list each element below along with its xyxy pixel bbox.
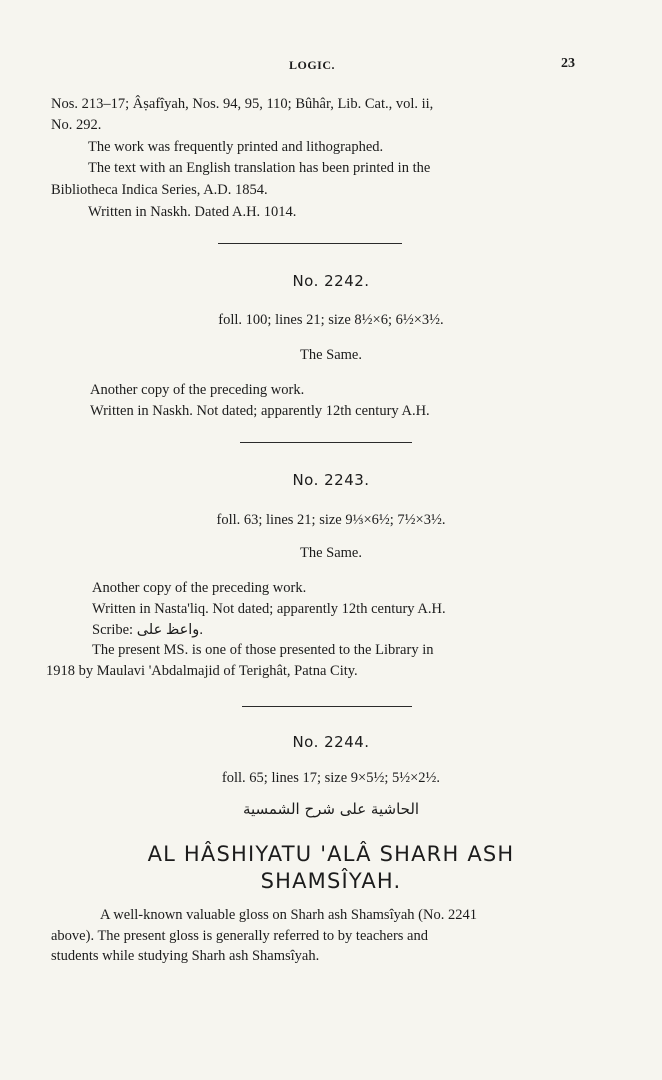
entry-line: Scribe: واعظ علی. bbox=[92, 622, 203, 638]
entry-line: Written in Nasta'liq. Not dated; apparently 12th century A.H. bbox=[92, 601, 446, 617]
page-number: 23 bbox=[561, 56, 575, 71]
running-head bbox=[0, 58, 662, 78]
running-head-title: LOGIC. bbox=[289, 58, 336, 72]
top-line: The work was frequently printed and lithographed. bbox=[88, 139, 384, 155]
entry-title: The Same. bbox=[299, 545, 362, 561]
entry-line: The present MS. is one of those presented to the Library in bbox=[92, 642, 434, 658]
top-line: Nos. 213–17; Âṣafîyah, Nos. 94, 95, 110; Bûhâr, Lib. Cat., vol. ii, bbox=[51, 96, 434, 112]
top-line: Bibliotheca Indica Series, A.D. 1854. bbox=[51, 182, 268, 198]
entry-number: No. 2244. bbox=[292, 733, 370, 751]
entry-specs: foll. 65; lines 17; size 9×5½; 5½×2½. bbox=[221, 770, 441, 786]
entry-line: Written in Naskh. Not dated; apparently 12th century A.H. bbox=[90, 403, 430, 419]
top-line: No. 292. bbox=[51, 117, 102, 133]
entry-line: Another copy of the preceding work. bbox=[90, 382, 305, 398]
top-line: The text with an English translation has been printed in the bbox=[88, 160, 431, 176]
section-rule bbox=[242, 706, 412, 707]
arabic-title: الحاشية على شرح الشمسية bbox=[242, 800, 420, 818]
entry-specs: foll. 100; lines 21; size 8½×6; 6½×3½. bbox=[218, 312, 444, 328]
section-rule bbox=[240, 442, 412, 443]
work-title-line1: AL HÂSHIYATU 'ALÂ SHARH ASH bbox=[147, 842, 515, 866]
description-line: above). The present gloss is generally referred to by teachers and bbox=[51, 928, 428, 944]
entry-number: No. 2243. bbox=[292, 471, 370, 489]
entry-title: The Same. bbox=[299, 347, 362, 363]
description-line: students while studying Sharh ash Shamsîyah. bbox=[51, 948, 320, 964]
description-line: A well-known valuable gloss on Sharh ash Shamsîyah (No. 2241 bbox=[100, 907, 477, 923]
entry-line: Another copy of the preceding work. bbox=[92, 580, 307, 596]
entry-number: No. 2242. bbox=[292, 272, 370, 290]
work-title-line2: SHAMSÎYAH. bbox=[260, 869, 402, 893]
top-line: Written in Naskh. Dated A.H. 1014. bbox=[88, 204, 297, 220]
entry-line: 1918 by Maulavi 'Abdalmajid of Terighât, Patna City. bbox=[46, 663, 358, 679]
section-rule bbox=[218, 243, 402, 244]
entry-specs: foll. 63; lines 21; size 9⅓×6½; 7½×3½. bbox=[216, 512, 446, 528]
